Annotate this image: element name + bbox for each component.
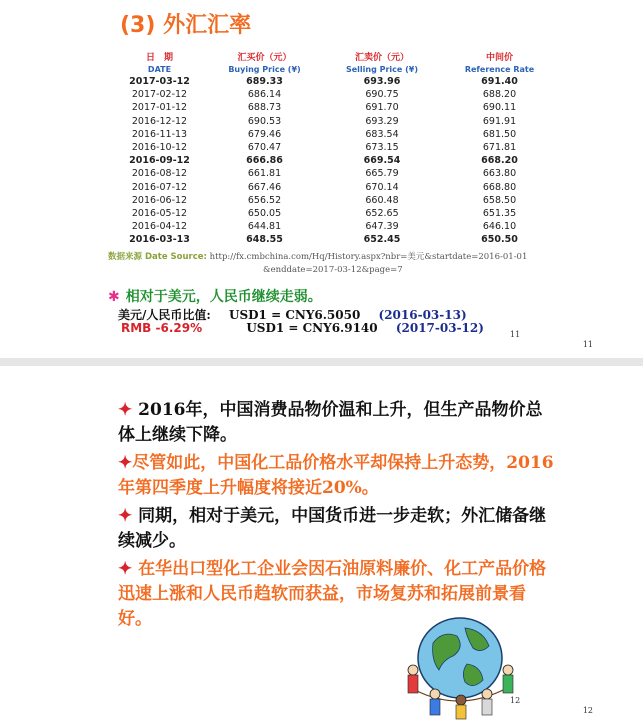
cell-ref: 668.80 <box>482 181 517 193</box>
ratio-label: 美元/人民币比值: <box>118 308 211 322</box>
page-number: 11 <box>582 340 593 349</box>
diamond-bullet-icon: ✦ <box>118 453 133 473</box>
cell-buy: 688.73 <box>247 102 282 114</box>
header-buy-cn: 汇买价（元） <box>237 53 292 63</box>
note-rmb-weaker <box>108 286 322 306</box>
bullet-1-text: 2016年，中国消费品物价温和上升，但生产品物价总体上继续下降。 <box>118 400 543 445</box>
header-buy-en: Buying Price (¥) <box>228 64 301 74</box>
header-date-en: DATE <box>147 64 172 74</box>
cell-sell: 670.14 <box>365 181 399 193</box>
cell-ref: 668.20 <box>481 155 518 167</box>
cell-buy: 670.47 <box>247 142 282 154</box>
diamond-bullet-icon: ✦ <box>118 559 133 579</box>
cell-date: 2016-03-13 <box>129 234 190 246</box>
cell-ref: 691.40 <box>481 76 518 88</box>
rate-2017: USD1 = CNY6.9140 <box>246 321 378 335</box>
cell-ref: 690.11 <box>482 102 517 114</box>
slide-12 <box>0 366 643 722</box>
cell-sell: 652.45 <box>363 234 401 246</box>
globe-people-clipart <box>395 608 525 720</box>
table-row <box>112 115 557 128</box>
page-number-inner: 11 <box>510 330 521 339</box>
asterisk-icon: ✱ <box>108 289 120 305</box>
cell-sell: 660.48 <box>365 194 399 206</box>
data-source <box>108 251 538 277</box>
table-row <box>112 101 557 114</box>
table-row <box>112 128 557 141</box>
header-ref-en: Reference Rate <box>464 64 535 74</box>
bullet-1 <box>118 398 558 448</box>
rmb-change: RMB -6.29% <box>121 321 203 335</box>
cell-sell: 673.15 <box>365 142 399 154</box>
cell-buy: 666.86 <box>246 155 283 167</box>
ratio-line-2 <box>121 321 484 335</box>
table-row <box>112 207 557 220</box>
cell-date: 2016-06-12 <box>131 194 188 206</box>
cell-buy: 689.33 <box>246 76 283 88</box>
table-row <box>112 141 557 154</box>
slide-11 <box>0 0 643 358</box>
cell-buy: 686.14 <box>247 89 282 101</box>
bullet-3-text: 同期，相对于美元，中国货币进一步走软；外汇储备继续减少。 <box>118 506 547 551</box>
cell-ref: 688.20 <box>482 89 517 101</box>
header-date-cn: 日 期 <box>145 53 173 63</box>
table-row <box>112 167 557 180</box>
cell-ref: 651.35 <box>482 207 517 219</box>
slide-title: (3) 外汇汇率 <box>120 13 252 38</box>
table-row <box>112 154 557 167</box>
table-row <box>112 194 557 207</box>
cell-date: 2017-01-12 <box>131 102 188 114</box>
diamond-bullet-icon: ✦ <box>118 506 133 526</box>
cell-sell: 665.79 <box>365 168 399 180</box>
cell-sell: 669.54 <box>363 155 401 167</box>
note-text: 相对于美元，人民币继续走弱。 <box>125 289 322 305</box>
cell-ref: 650.50 <box>481 234 518 246</box>
cell-ref: 646.10 <box>482 221 517 233</box>
cell-date: 2016-09-12 <box>129 155 190 167</box>
table-row <box>112 88 557 101</box>
bullet-4-text: 在华出口型化工企业会因石油原料廉价、化工产品价格迅速上涨和人民币趋软而获益，市场复苏和拓展前景看好。 <box>118 559 547 629</box>
bullet-2-text: 尽管如此，中国化工品价格水平却保持上升态势，2016年第四季度上升幅度将接近20%。 <box>118 453 554 498</box>
cell-sell: 683.54 <box>365 128 399 140</box>
cell-date: 2016-05-12 <box>131 207 188 219</box>
rate-2016-date: (2016-03-13) <box>378 308 467 322</box>
table-row <box>112 181 557 194</box>
table-body <box>112 75 557 246</box>
source-label: 数据来源 Date Source: <box>108 252 207 262</box>
cell-buy: 644.81 <box>247 221 282 233</box>
cell-buy: 650.05 <box>247 207 282 219</box>
cell-date: 2017-03-12 <box>129 76 190 88</box>
header-sell-en: Selling Price (¥) <box>345 64 418 74</box>
exchange-rate-table <box>112 50 557 246</box>
cell-sell: 693.29 <box>365 115 399 127</box>
cell-ref: 663.80 <box>482 168 517 180</box>
cell-buy: 661.81 <box>247 168 282 180</box>
cell-date: 2016-08-12 <box>131 168 188 180</box>
cell-date: 2016-04-12 <box>131 221 188 233</box>
cell-ref: 658.50 <box>482 194 517 206</box>
rate-2016: USD1 = CNY6.5050 <box>229 308 361 322</box>
cell-buy: 667.46 <box>247 181 282 193</box>
cell-date: 2016-10-12 <box>131 142 188 154</box>
table-header-cn <box>112 50 557 63</box>
cell-buy: 656.52 <box>247 194 282 206</box>
cell-buy: 690.53 <box>247 115 282 127</box>
cell-sell: 691.70 <box>365 102 399 114</box>
page-number-inner: 12 <box>510 696 521 705</box>
source-url-1[interactable]: http://fx.cmbchina.com/Hq/History.aspx?nbr=美元&startdate=2016-01-01 <box>209 252 528 262</box>
header-ref-cn: 中间价 <box>485 53 513 63</box>
cell-sell: 652.65 <box>365 207 399 219</box>
table-row <box>112 233 557 246</box>
cell-date: 2016-12-12 <box>131 115 188 127</box>
table-row <box>112 75 557 88</box>
cell-sell: 647.39 <box>365 221 399 233</box>
bullet-3 <box>118 504 558 554</box>
cell-date: 2016-07-12 <box>131 181 188 193</box>
diamond-bullet-icon: ✦ <box>118 400 133 420</box>
source-url-2[interactable]: &enddate=2017-03-12&page=7 <box>263 265 403 275</box>
cell-sell: 693.96 <box>363 76 401 88</box>
cell-date: 2016-11-13 <box>131 128 188 140</box>
cell-ref: 681.50 <box>482 128 517 140</box>
rate-2017-date: (2017-03-12) <box>395 321 484 335</box>
cell-buy: 679.46 <box>247 128 282 140</box>
cell-ref: 691.91 <box>482 115 517 127</box>
table-header-en <box>112 63 557 75</box>
cell-ref: 671.81 <box>482 142 517 154</box>
header-sell-cn: 汇卖价（元） <box>354 53 409 63</box>
page-number: 12 <box>582 706 593 715</box>
cell-sell: 690.75 <box>365 89 399 101</box>
cell-buy: 648.55 <box>246 234 283 246</box>
cell-date: 2017-02-12 <box>131 89 188 101</box>
table-row <box>112 220 557 233</box>
bullet-2 <box>118 451 558 501</box>
